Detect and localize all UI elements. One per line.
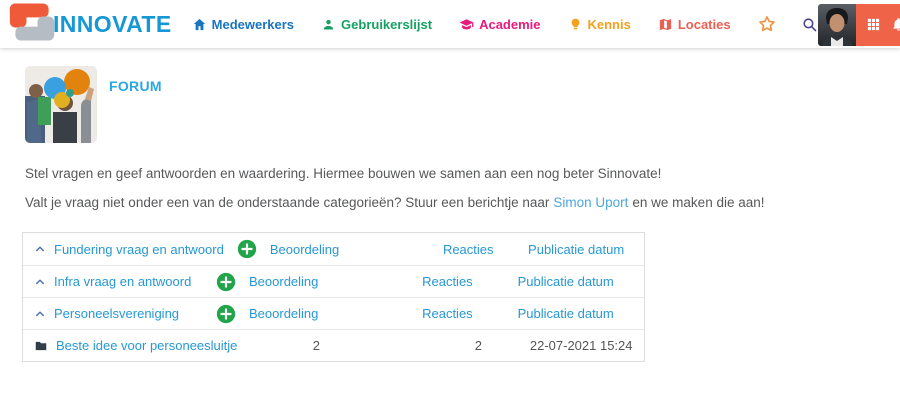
topic-row [23, 329, 644, 361]
user-actions-panel [856, 4, 900, 46]
forum-category-table [22, 232, 645, 362]
column-header-reacties[interactable]: Reacties [422, 274, 473, 289]
topic-date-value: 22-07-2021 15:24 [529, 338, 633, 353]
star-icon [757, 14, 777, 34]
user-avatar[interactable] [818, 4, 856, 46]
top-navbar [0, 0, 900, 48]
chevron-up-icon[interactable] [34, 308, 46, 320]
category-row-fundering [23, 233, 644, 265]
category-link[interactable]: Fundering vraag en antwoord [54, 241, 224, 257]
column-header-beoordeling[interactable]: Beoordeling [269, 241, 340, 257]
favorites-star-button[interactable] [757, 14, 777, 34]
category-name-cell [23, 242, 224, 257]
add-topic-button[interactable] [216, 272, 236, 292]
plus-circle-icon [237, 239, 257, 259]
forum-header [25, 66, 900, 143]
sinnovate-logo-icon [8, 1, 56, 48]
nav-item-kennis[interactable]: Kennis [568, 17, 631, 32]
folder-icon [34, 339, 48, 353]
nav-item-medewerkers[interactable]: Medewerkers [192, 17, 294, 32]
add-topic-button[interactable] [216, 304, 236, 324]
search-button[interactable] [801, 16, 818, 33]
notifications-button[interactable] [891, 17, 900, 32]
map-icon [658, 17, 673, 32]
forum-question-text: Valt je vraag niet onder een van de onderstaande categorieën? Stuur een berichtje naar Simon Uport en we maken die aan! [25, 195, 765, 210]
brand-name: INNOVATE [53, 10, 172, 37]
column-header-beoordeling[interactable]: Beoordeling [249, 306, 319, 321]
column-header-publicatie-datum[interactable]: Publicatie datum [517, 274, 614, 289]
bell-icon [891, 17, 900, 32]
column-header-publicatie-datum[interactable]: Publicatie datum [528, 241, 625, 257]
category-row-personeelsvereniging [23, 297, 644, 329]
category-name-cell [23, 306, 203, 321]
user-menu-group [818, 4, 900, 46]
forum-thumbnail-image [25, 66, 97, 143]
nav-item-locaties[interactable]: Locaties [658, 17, 731, 32]
add-topic-button[interactable] [237, 239, 257, 259]
topic-link[interactable]: Beste idee voor personeesluitje [56, 338, 238, 353]
forum-page [0, 66, 900, 362]
apps-grid-icon [866, 17, 881, 32]
apps-grid-button[interactable] [866, 17, 881, 32]
category-link[interactable]: Infra vraag en antwoord [54, 274, 192, 289]
topic-reactions-value: 2 [474, 338, 482, 353]
plus-circle-icon [216, 304, 236, 324]
category-name-cell [23, 274, 203, 289]
search-icon [801, 16, 818, 33]
nav-item-academie[interactable]: Academie [459, 17, 540, 32]
topic-rating-value: 2 [312, 338, 320, 353]
chevron-up-icon[interactable] [34, 243, 46, 255]
sinnovate-logo[interactable] [8, 1, 172, 48]
simon-uport-link[interactable]: Simon Uport [553, 195, 629, 210]
person-icon [321, 17, 336, 32]
column-header-beoordeling[interactable]: Beoordeling [249, 274, 319, 289]
column-header-reacties[interactable]: Reacties [442, 241, 494, 257]
column-header-reacties[interactable]: Reacties [422, 306, 473, 321]
category-link[interactable]: Personeelsvereniging [54, 306, 180, 321]
graduation-cap-icon [459, 17, 474, 32]
column-header-publicatie-datum[interactable]: Publicatie datum [517, 306, 614, 321]
home-icon [192, 17, 207, 32]
lightbulb-icon [568, 17, 583, 32]
category-row-infra [23, 265, 644, 297]
topic-name-cell [23, 338, 237, 353]
main-nav [192, 17, 731, 32]
plus-circle-icon [216, 272, 236, 292]
nav-item-gebruikerslijst[interactable]: Gebruikerslijst [321, 17, 432, 32]
page-title: FORUM [109, 78, 162, 94]
chevron-up-icon[interactable] [34, 276, 46, 288]
forum-intro-text: Stel vragen en geef antwoorden en waardering. Hiermee bouwen we samen aan een nog beter Sinnovate! [25, 166, 662, 181]
